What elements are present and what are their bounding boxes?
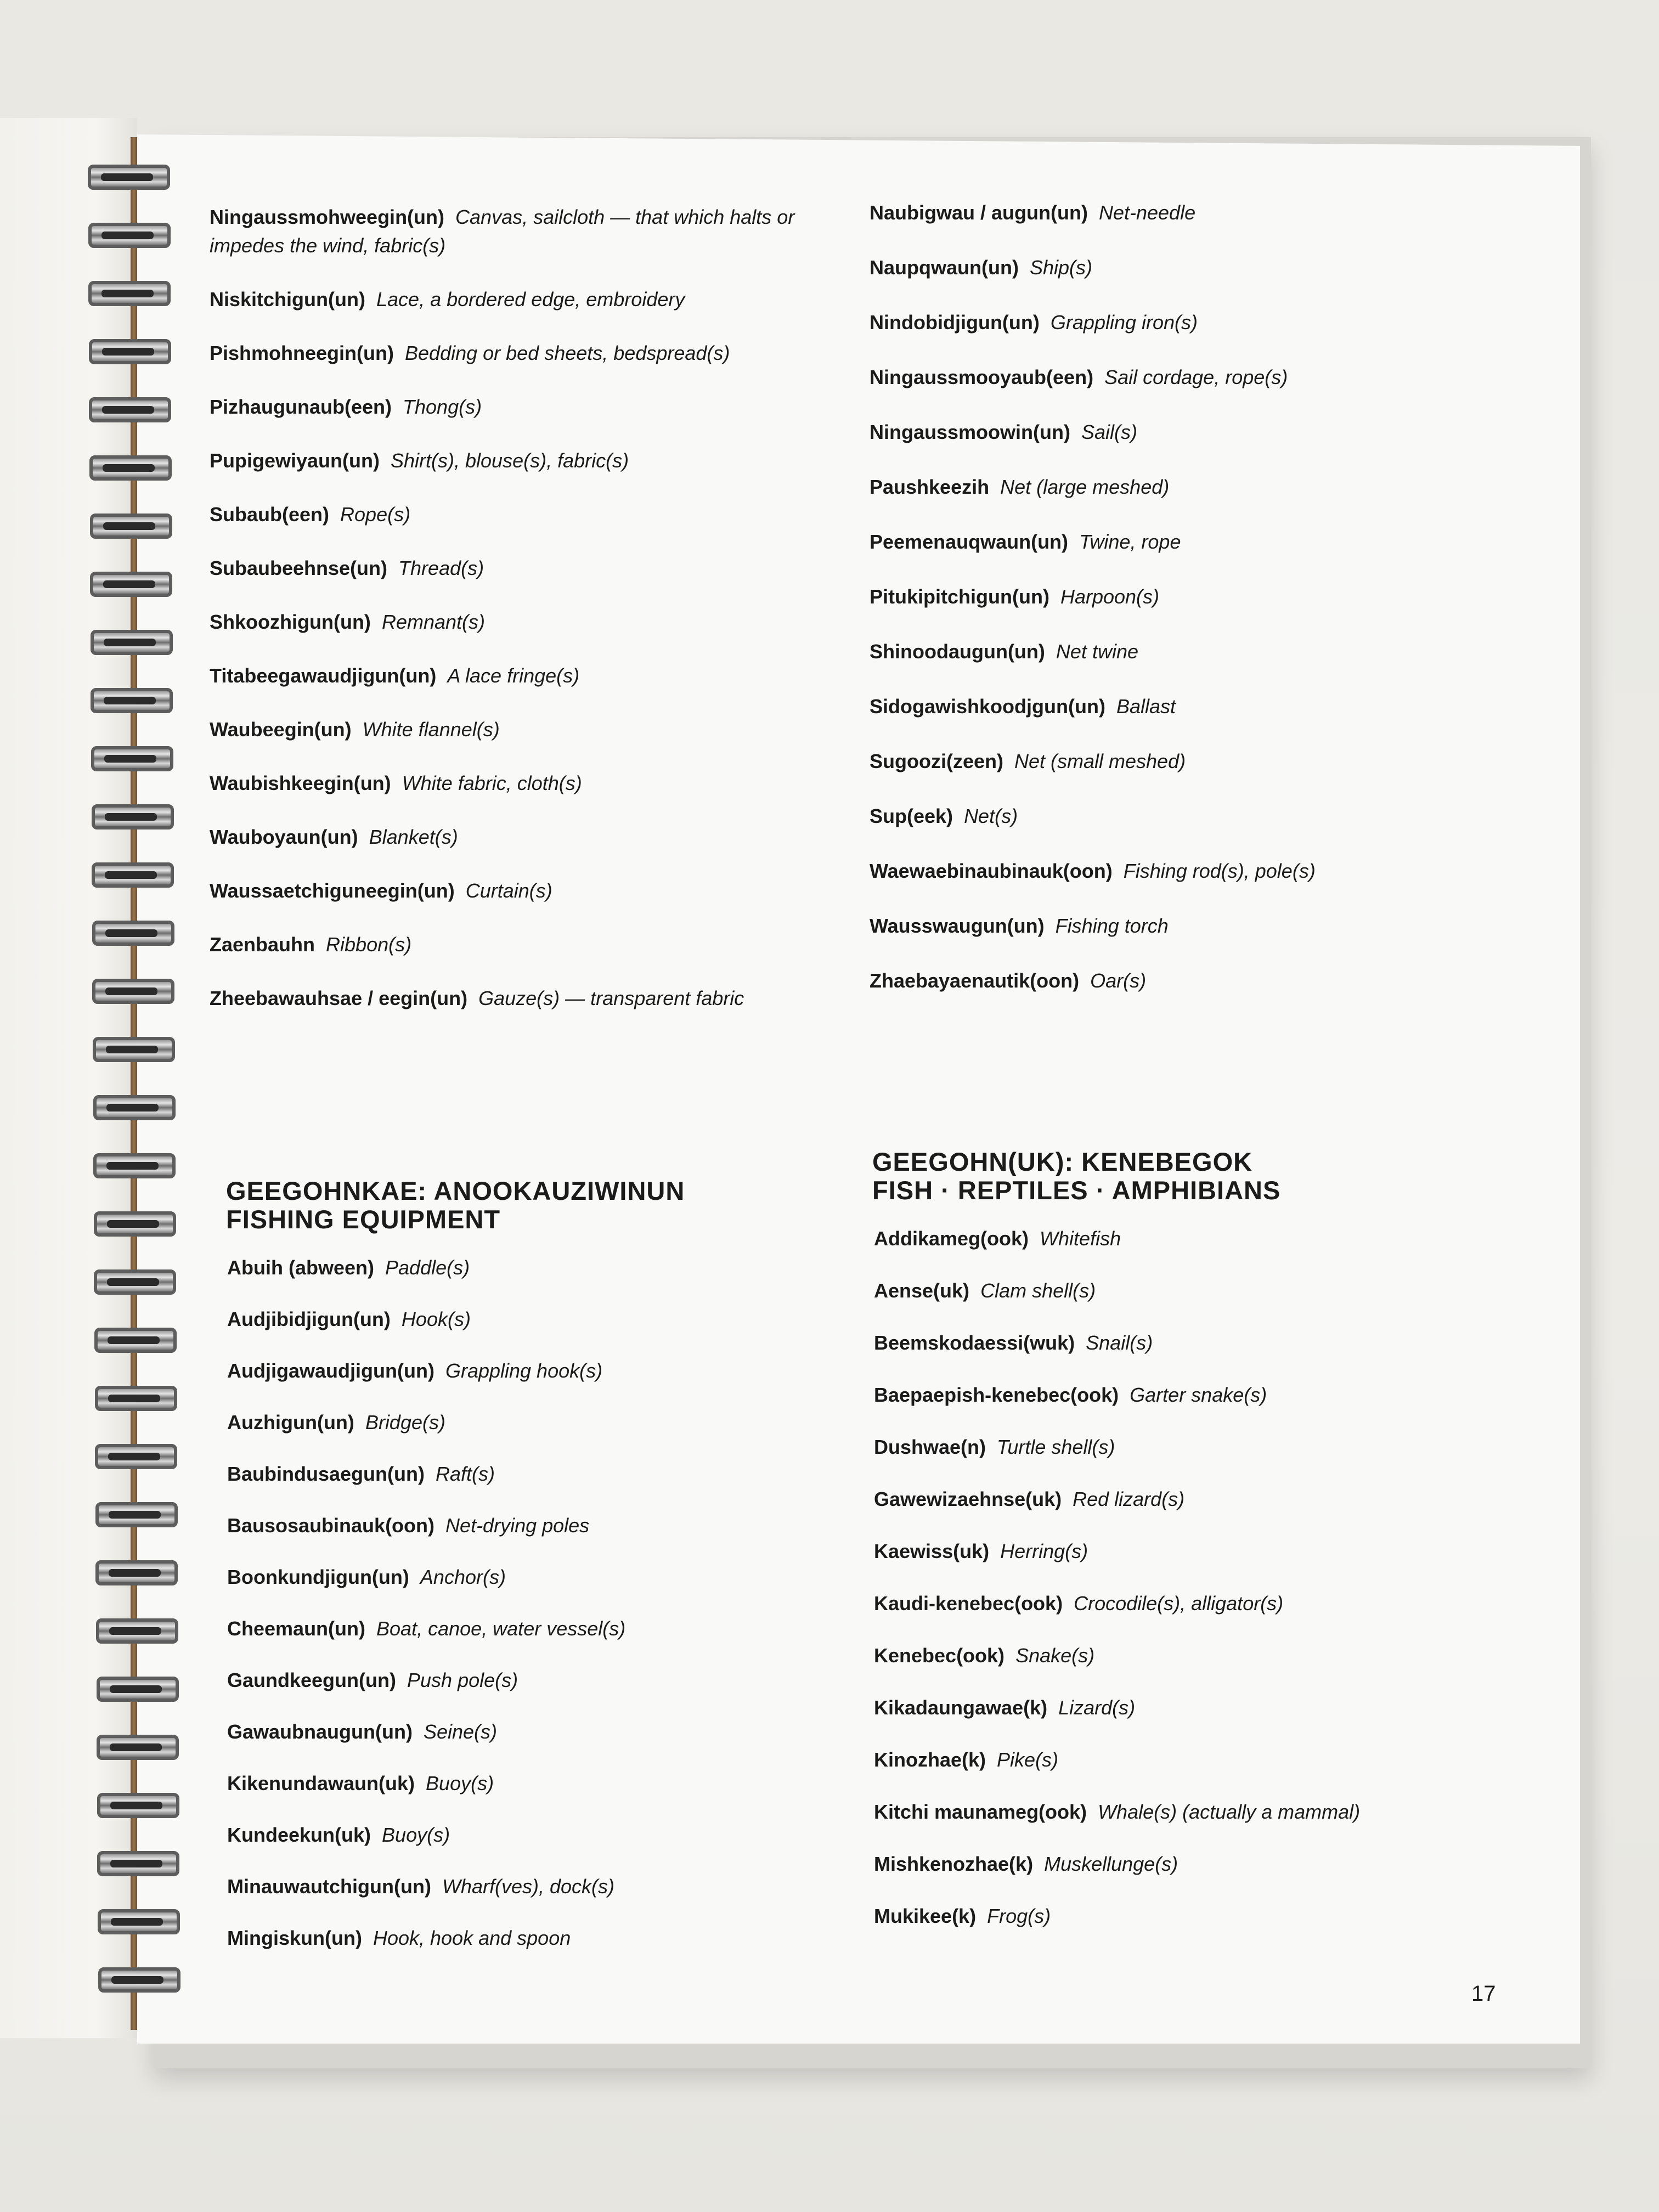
glossary-entry	[870, 418, 1517, 447]
entry-term: Pishmohneegin(un)	[210, 342, 394, 364]
spiral-coil	[91, 630, 173, 655]
entry-term: Waewaebinaubinauk(oon)	[870, 860, 1113, 882]
heading-line-2: FISHING EQUIPMENT	[226, 1205, 501, 1234]
glossary-entry	[210, 339, 857, 368]
spiral-coil	[94, 1211, 176, 1237]
glossary-entry	[874, 1277, 1505, 1305]
entry-term: Paushkeezih	[870, 476, 990, 498]
entry-term: Shkoozhigun(un)	[210, 611, 371, 633]
spiral-coil	[92, 862, 174, 888]
glossary-entry	[227, 1615, 858, 1643]
entry-definition: Snake(s)	[1015, 1644, 1095, 1667]
entry-term: Kenebec(ook)	[874, 1644, 1005, 1667]
entry-term: Naupqwaun(un)	[870, 256, 1019, 279]
glossary-entry	[874, 1902, 1505, 1931]
entry-definition: Gauze(s) — transparent fabric	[478, 987, 744, 1009]
spiral-binding	[82, 165, 192, 2030]
entry-definition: Boat, canoe, water vessel(s)	[376, 1617, 626, 1640]
glossary-entry	[870, 802, 1517, 831]
entry-definition: Net-drying poles	[445, 1514, 590, 1537]
spiral-coil	[90, 572, 172, 597]
spiral-coil	[92, 804, 174, 830]
entry-definition: Clam shell(s)	[980, 1279, 1096, 1302]
entry-definition: Oar(s)	[1090, 969, 1147, 992]
entry-term: Wauboyaun(un)	[210, 826, 358, 848]
glossary-entry	[870, 473, 1517, 501]
entry-definition: Turtle shell(s)	[997, 1436, 1115, 1458]
entry-definition: Seine(s)	[423, 1720, 498, 1743]
entry-term: Naubigwau / augun(un)	[870, 201, 1088, 224]
entry-term: Ningaussmohweegin(un)	[210, 206, 445, 228]
glossary-entry	[210, 285, 857, 314]
entry-definition: Raft(s)	[435, 1463, 495, 1485]
spiral-coil	[94, 1328, 177, 1353]
glossary-entry	[874, 1224, 1505, 1253]
entry-term: Bausosaubinauk(oon)	[227, 1514, 435, 1537]
glossary-entry	[210, 984, 857, 1013]
glossary-entry	[870, 692, 1517, 721]
spiral-coil	[97, 1735, 179, 1760]
glossary-entry	[227, 1666, 858, 1695]
entry-definition: Net (small meshed)	[1014, 750, 1186, 772]
glossary-entry	[210, 203, 857, 260]
page-number: 17	[1471, 1982, 1496, 2006]
glossary-entry	[870, 199, 1517, 227]
spiral-coil	[93, 1153, 176, 1178]
spiral-coil	[96, 1618, 178, 1644]
entry-term: Pizhaugunaub(een)	[210, 396, 392, 418]
entry-definition: Muskellunge(s)	[1044, 1853, 1178, 1875]
entry-definition: Pike(s)	[997, 1748, 1059, 1771]
spiral-coil	[89, 455, 172, 481]
spiral-coil	[93, 1095, 176, 1120]
entry-definition: Buoy(s)	[426, 1772, 494, 1795]
entry-term: Mukikee(k)	[874, 1905, 977, 1927]
spiral-coil	[95, 1444, 177, 1469]
glossary-entry	[870, 253, 1517, 282]
spiral-coil	[88, 281, 171, 306]
glossary-entry	[210, 554, 857, 583]
spiral-coil	[94, 1269, 176, 1295]
entry-definition: Thread(s)	[398, 557, 484, 579]
entry-definition: Curtain(s)	[465, 879, 552, 902]
entry-term: Ningaussmooyaub(een)	[870, 366, 1094, 388]
entry-term: Shinoodaugun(un)	[870, 640, 1045, 663]
glossary-entry	[210, 662, 857, 690]
glossary-entry	[874, 1485, 1505, 1514]
entry-term: Nindobidjigun(un)	[870, 311, 1040, 334]
entry-definition: Hook, hook and spoon	[373, 1927, 571, 1949]
spiral-coil	[95, 1386, 177, 1411]
glossary-entry	[870, 528, 1517, 556]
entry-definition: Sail(s)	[1081, 421, 1138, 443]
entry-definition: Shirt(s), blouse(s), fabric(s)	[391, 449, 629, 472]
section-heading-fishing-equipment	[226, 1177, 685, 1234]
glossary-entry	[870, 912, 1517, 940]
entry-definition: Whitefish	[1040, 1227, 1121, 1250]
entry-definition: Push pole(s)	[407, 1669, 518, 1691]
spiral-coil	[90, 514, 172, 539]
glossary-entry	[210, 608, 857, 636]
spiral-coil	[97, 1793, 179, 1818]
entry-definition: Whale(s) (actually a mammal)	[1098, 1801, 1361, 1823]
entry-term: Waubishkeegin(un)	[210, 772, 391, 794]
right-section-entries	[874, 1224, 1505, 1954]
entry-term: Aense(uk)	[874, 1279, 970, 1302]
left-top-entries	[210, 203, 857, 1013]
entry-term: Cheemaun(un)	[227, 1617, 365, 1640]
entry-term: Audjibidjigun(un)	[227, 1308, 391, 1330]
glossary-entry	[874, 1694, 1505, 1722]
entry-term: Minauwautchigun(un)	[227, 1875, 431, 1898]
entry-term: Gawewizaehnse(uk)	[874, 1488, 1062, 1510]
entry-term: Kikenundawaun(uk)	[227, 1772, 415, 1795]
entry-term: Gaundkeegun(un)	[227, 1669, 396, 1691]
entry-term: Niskitchigun(un)	[210, 288, 365, 311]
glossary-entry	[227, 1305, 858, 1334]
spiral-coil	[92, 979, 174, 1004]
entry-definition: Paddle(s)	[385, 1256, 470, 1279]
entry-term: Audjigawaudjigun(un)	[227, 1359, 435, 1382]
glossary-entry	[227, 1924, 858, 1953]
spiral-coil	[92, 921, 174, 946]
right-top-entries	[870, 199, 1517, 995]
entry-definition: Net-needle	[1098, 201, 1196, 224]
entry-definition: Snail(s)	[1086, 1331, 1153, 1354]
glossary-entry	[870, 363, 1517, 392]
glossary-entry	[870, 857, 1517, 885]
spiral-coil	[98, 1909, 180, 1934]
entry-term: Pupigewiyaun(un)	[210, 449, 380, 472]
spiral-coil	[89, 397, 171, 422]
entry-definition: Grappling hook(s)	[445, 1359, 603, 1382]
left-column	[210, 203, 857, 1949]
entry-definition: Wharf(ves), dock(s)	[442, 1875, 614, 1898]
spiral-coil	[88, 165, 170, 190]
entry-definition: Blanket(s)	[369, 826, 458, 848]
entry-term: Baubindusaegun(un)	[227, 1463, 425, 1485]
entry-definition: Ribbon(s)	[326, 933, 412, 956]
glossary-entry	[227, 1511, 858, 1540]
glossary-entry	[874, 1641, 1505, 1670]
entry-definition: Canvas, sailcloth — that which halts or impedes the wind, fabric(s)	[210, 206, 795, 257]
entry-definition: Net twine	[1056, 640, 1138, 663]
entry-term: Auzhigun(un)	[227, 1411, 354, 1434]
spiral-coil	[95, 1560, 178, 1585]
glossary-entry	[874, 1850, 1505, 1878]
heading-line-1: GEEGOHNKAE: ANOOKAUZIWINUN	[226, 1176, 685, 1205]
entry-term: Baepaepish-kenebec(ook)	[874, 1384, 1119, 1406]
entry-term: Ningaussmoowin(un)	[870, 421, 1070, 443]
entry-definition: Red lizard(s)	[1073, 1488, 1185, 1510]
entry-term: Kaudi-kenebec(ook)	[874, 1592, 1063, 1615]
glossary-entry	[210, 823, 857, 851]
entry-term: Pitukipitchigun(un)	[870, 585, 1049, 608]
glossary-entry	[210, 930, 857, 959]
glossary-entry	[210, 877, 857, 905]
entry-definition: Remnant(s)	[381, 611, 486, 633]
glossary-entry	[874, 1798, 1505, 1826]
glossary-entry	[227, 1769, 858, 1798]
entry-term: Subaubeehnse(un)	[210, 557, 388, 579]
entry-term: Waussaetchiguneegin(un)	[210, 879, 455, 902]
glossary-entry	[874, 1329, 1505, 1357]
spiral-coil	[97, 1677, 179, 1702]
glossary-entry	[210, 393, 857, 421]
glossary-entry	[227, 1872, 858, 1901]
section-heading-fish-reptiles-amphibians	[872, 1148, 1280, 1205]
entry-definition: Anchor(s)	[420, 1566, 506, 1588]
entry-definition: Bedding or bed sheets, bedspread(s)	[405, 342, 730, 364]
glossary-entry	[870, 308, 1517, 337]
entry-term: Beemskodaessi(wuk)	[874, 1331, 1075, 1354]
entry-term: Gawaubnaugun(un)	[227, 1720, 413, 1743]
entry-definition: Twine, rope	[1079, 531, 1181, 553]
glossary-entry	[870, 967, 1517, 995]
glossary-entry	[227, 1563, 858, 1592]
glossary-entry	[874, 1433, 1505, 1462]
entry-term: Zheebawauhsae / eegin(un)	[210, 987, 468, 1009]
entry-term: Wausswaugun(un)	[870, 915, 1045, 937]
heading-line-1: GEEGOHN(UK): KENEBEGOK	[872, 1147, 1253, 1176]
entry-term: Zhaebayaenautik(oon)	[870, 969, 1080, 992]
entry-definition: Thong(s)	[403, 396, 482, 418]
entry-definition: Net(s)	[964, 805, 1018, 827]
entry-definition: White flannel(s)	[362, 718, 500, 741]
entry-definition: Crocodile(s), alligator(s)	[1074, 1592, 1284, 1615]
spiral-coil	[97, 1851, 179, 1876]
entry-term: Subaub(een)	[210, 503, 330, 526]
glossary-entry	[870, 583, 1517, 611]
glossary-entry	[870, 637, 1517, 666]
left-section-entries	[227, 1254, 858, 1976]
entry-definition: Frog(s)	[987, 1905, 1051, 1927]
entry-term: Kinozhae(k)	[874, 1748, 986, 1771]
entry-definition: Fishing rod(s), pole(s)	[1123, 860, 1316, 882]
entry-definition: Lace, a bordered edge, embroidery	[376, 288, 685, 311]
glossary-entry	[227, 1357, 858, 1385]
glossary-entry	[874, 1589, 1505, 1618]
glossary-entry	[210, 769, 857, 798]
entry-definition: Rope(s)	[340, 503, 411, 526]
entry-definition: Ballast	[1116, 695, 1176, 718]
glossary-entry	[870, 747, 1517, 776]
entry-definition: Harpoon(s)	[1060, 585, 1160, 608]
entry-definition: Sail cordage, rope(s)	[1104, 366, 1288, 388]
entry-term: Addikameg(ook)	[874, 1227, 1029, 1250]
spiral-coil	[98, 1967, 180, 1993]
entry-definition: Grappling iron(s)	[1050, 311, 1198, 334]
entry-term: Titabeegawaudjigun(un)	[210, 664, 437, 687]
spiral-coil	[95, 1502, 178, 1527]
entry-term: Sup(eek)	[870, 805, 953, 827]
heading-line-2: FISH · REPTILES · AMPHIBIANS	[872, 1176, 1281, 1205]
entry-term: Abuih (abween)	[227, 1256, 374, 1279]
glossary-entry	[227, 1408, 858, 1437]
entry-definition: Hook(s)	[401, 1308, 471, 1330]
entry-definition: Bridge(s)	[365, 1411, 445, 1434]
entry-term: Sugoozi(zeen)	[870, 750, 1003, 772]
entry-definition: Net (large meshed)	[1000, 476, 1170, 498]
glossary-entry	[227, 1460, 858, 1488]
glossary-entry	[210, 447, 857, 475]
entry-definition: Fishing torch	[1055, 915, 1169, 937]
entry-definition: A lace fringe(s)	[447, 664, 580, 687]
entry-definition: Ship(s)	[1029, 256, 1092, 279]
entry-term: Kaewiss(uk)	[874, 1540, 990, 1562]
spiral-coil	[88, 223, 171, 248]
entry-definition: Lizard(s)	[1058, 1696, 1136, 1719]
entry-term: Sidogawishkoodjgun(un)	[870, 695, 1105, 718]
entry-term: Waubeegin(un)	[210, 718, 352, 741]
entry-definition: Garter snake(s)	[1130, 1384, 1267, 1406]
spiral-coil	[91, 688, 173, 713]
entry-term: Kitchi maunameg(ook)	[874, 1801, 1087, 1823]
glossary-entry	[227, 1254, 858, 1282]
glossary-entry	[210, 715, 857, 744]
entry-definition: White fabric, cloth(s)	[402, 772, 582, 794]
entry-term: Kundeekun(uk)	[227, 1824, 371, 1846]
entry-term: Boonkundjigun(un)	[227, 1566, 409, 1588]
glossary-entry	[227, 1718, 858, 1746]
spiral-coil	[93, 1037, 175, 1062]
glossary-entry	[874, 1381, 1505, 1409]
glossary-entry	[874, 1537, 1505, 1566]
glossary-entry	[210, 500, 857, 529]
entry-term: Mishkenozhae(k)	[874, 1853, 1034, 1875]
spiral-coil	[91, 746, 173, 771]
entry-definition: Buoy(s)	[382, 1824, 450, 1846]
entry-term: Kikadaungawae(k)	[874, 1696, 1048, 1719]
entry-term: Peemenauqwaun(un)	[870, 531, 1069, 553]
entry-term: Zaenbauhn	[210, 933, 315, 956]
glossary-entry	[874, 1746, 1505, 1774]
spiral-coil	[89, 339, 171, 364]
right-column	[870, 199, 1517, 1927]
glossary-entry	[227, 1821, 858, 1849]
entry-definition: Herring(s)	[1000, 1540, 1088, 1562]
entry-term: Mingiskun(un)	[227, 1927, 362, 1949]
entry-term: Dushwae(n)	[874, 1436, 986, 1458]
